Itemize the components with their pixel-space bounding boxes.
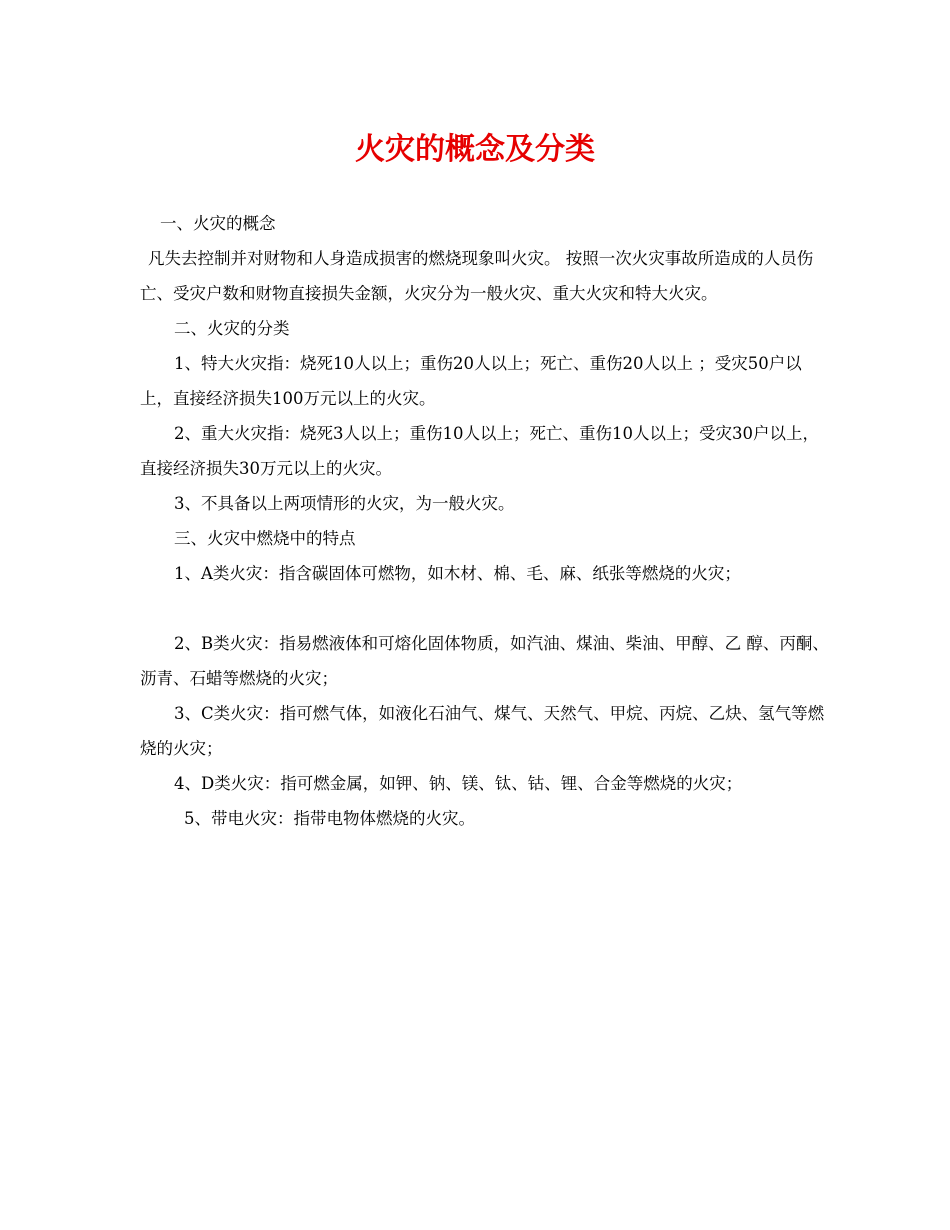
paragraph-type-b: 2、B类火灾：指易燃液体和可熔化固体物质，如汽油、煤油、柴油、甲醇、乙 醇、丙酮、沥青、石蜡等燃烧的火灾； [140, 634, 829, 688]
section-heading-concept: 一、火灾的概念 [160, 214, 276, 233]
section-heading-characteristics: 三、火灾中燃烧中的特点 [174, 529, 356, 548]
paragraph-class-1: 1、特大火灾指：烧死10人以上；重伤20人以上；死亡、重伤20人以上 ；受灾50户以上，直接经济损失100万元以上的火灾。 [140, 354, 802, 408]
paragraph-class-3: 3、不具备以上两项情形的火灾，为一般火灾。 [174, 494, 515, 513]
paragraph-type-a: 1、A类火灾：指含碳固体可燃物，如木材、棉、毛、麻、纸张等燃烧的火灾； [174, 564, 741, 583]
blank-line [140, 591, 830, 626]
document-title: 火灾的概念及分类 [355, 132, 595, 167]
paragraph-type-e: 5、带电火灾：指带电物体燃烧的火灾。 [184, 809, 475, 828]
section-heading-classification: 二、火灾的分类 [174, 319, 290, 338]
paragraph-type-c: 3、C类火灾：指可燃气体，如液化石油气、煤气、天然气、甲烷、丙烷、乙炔、氢气等燃烧的火灾； [140, 704, 825, 758]
paragraph-fire-definition: 凡失去控制并对财物和人身造成损害的燃烧现象叫火灾。 按照一次火灾事故所造成的人员伤亡、受灾户数和财物直接损失金额，火灾分为一般火灾、重大火灾和特大火灾。 [140, 249, 814, 303]
paragraph-class-2: 2、重大火灾指：烧死3人以上；重伤10人以上；死亡、重伤10人以上；受灾30户以上，直接经济损失30万元以上的火灾。 [140, 424, 819, 478]
paragraph-type-d: 4、D类火灾：指可燃金属，如钾、钠、镁、钛、钴、锂、合金等燃烧的火灾； [174, 774, 743, 793]
document-body [140, 206, 830, 836]
